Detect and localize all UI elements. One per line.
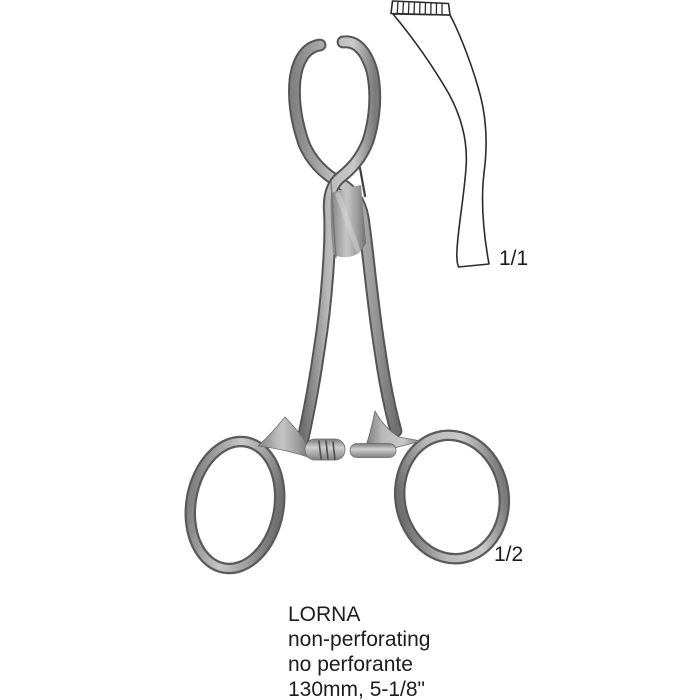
finger-ring-left (181, 434, 290, 575)
detail-scale-label: 1/1 (499, 247, 529, 270)
main-scale-label: 1/2 (494, 543, 524, 566)
product-name: LORNA (288, 603, 361, 626)
product-feature-es: no perforante (288, 653, 413, 676)
product-size: 130mm, 5-1/8" (288, 678, 426, 700)
product-caption (288, 602, 430, 700)
ratchet-stub-right (350, 444, 396, 458)
ratchet-bar-left (305, 439, 345, 460)
jaw-tip-detail-drawing (391, 1, 489, 267)
jaw-tip-profile-outline (393, 14, 489, 267)
product-feature-en: non-perforating (288, 628, 431, 651)
